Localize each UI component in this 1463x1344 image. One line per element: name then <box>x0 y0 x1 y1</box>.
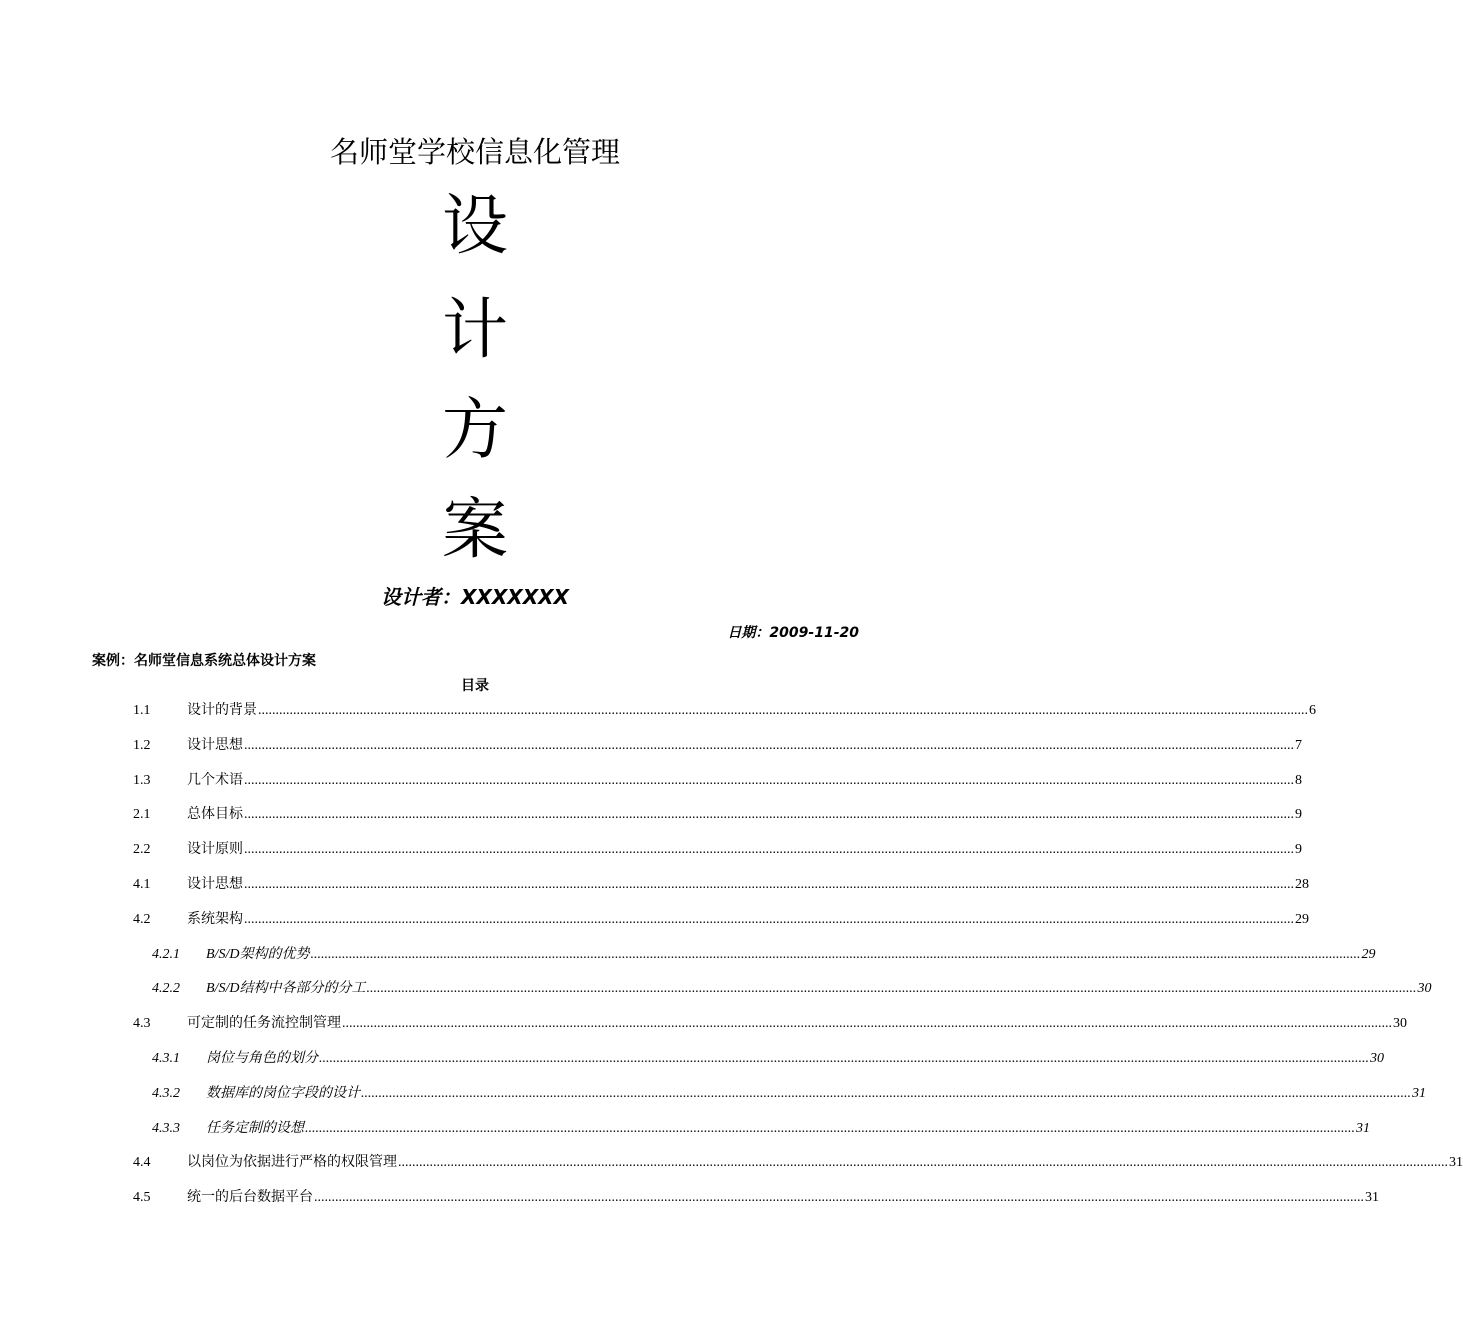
toc-dot-leader: ............................................................................................................................................................................................................................................................................................................ <box>314 1190 1364 1206</box>
toc-entry-label: B/S/D结构中各部分的分工 <box>206 981 366 997</box>
toc-entry-number: 4.2 <box>133 911 151 927</box>
toc-dot-leader: ............................................................................................................................................................................................................................................................................................................ <box>319 1051 1369 1066</box>
toc-entry[interactable] <box>133 732 1302 760</box>
toc-entry[interactable] <box>152 1115 1370 1143</box>
toc-entry-label: 设计思想 <box>187 877 243 892</box>
toc-entry[interactable] <box>133 1149 1463 1177</box>
toc-entry-page: 30 <box>1417 981 1432 997</box>
toc-entry-label: B/S/D架构的优势 <box>206 946 310 962</box>
toc-entry-label: 设计的背景 <box>187 703 257 718</box>
toc-entry[interactable] <box>152 941 1376 969</box>
toc-entry-label: 以岗位为依据进行严格的权限管理 <box>187 1155 397 1171</box>
toc-entry[interactable] <box>133 836 1302 864</box>
toc-entry-page: 30 <box>1393 1016 1407 1032</box>
toc-entry-label: 岗位与角色的划分 <box>206 1051 318 1066</box>
toc-dot-leader: ............................................................................................................................................................................................................................................................................................................ <box>398 1155 1448 1171</box>
toc-entry-page: 31 <box>1365 1190 1379 1206</box>
cover-title-char-3: 方 <box>442 391 508 468</box>
toc-entry-label: 系统架构 <box>187 911 243 927</box>
toc-entry-page: 9 <box>1295 807 1302 823</box>
toc-entry-number: 4.1 <box>133 877 151 892</box>
toc-entry-number: 4.3.3 <box>152 1120 180 1136</box>
toc-entry-number: 4.3.1 <box>152 1051 180 1066</box>
toc-entry[interactable] <box>133 801 1302 829</box>
toc-entry-page: 7 <box>1295 737 1302 753</box>
toc-dot-leader: ............................................................................................................................................................................................................................................................................................................ <box>342 1016 1392 1032</box>
toc-dot-leader: ............................................................................................................................................................................................................................................................................................................ <box>244 737 1294 753</box>
toc-entry-number: 1.3 <box>133 772 151 788</box>
toc-entry-page: 28 <box>1295 877 1309 892</box>
toc-dot-leader: ............................................................................................................................................................................................................................................................................................................ <box>244 842 1294 858</box>
toc-entry-number: 4.2.2 <box>152 981 180 997</box>
toc-entry[interactable] <box>152 975 1432 1003</box>
toc-entry-number: 1.1 <box>133 703 151 718</box>
toc-dot-leader: ............................................................................................................................................................................................................................................................................................................ <box>244 807 1294 823</box>
toc-entry-number: 4.3.2 <box>152 1085 180 1101</box>
cover-title-char-4: 案 <box>442 491 508 568</box>
toc-entry[interactable] <box>133 1184 1379 1212</box>
toc-entry-page: 29 <box>1295 911 1309 927</box>
toc-entry-page: 31 <box>1412 1085 1426 1101</box>
toc-entry[interactable] <box>133 767 1302 795</box>
toc-entry-label: 设计思想 <box>187 737 243 753</box>
toc-dot-leader: ............................................................................................................................................................................................................................................................................................................ <box>305 1120 1355 1136</box>
toc-entry[interactable] <box>133 1010 1407 1038</box>
toc-entry-label: 统一的后台数据平台 <box>187 1190 313 1206</box>
case-title: 案例：名师堂信息系统总体设计方案 <box>92 653 316 669</box>
toc-dot-leader: ............................................................................................................................................................................................................................................................................................................ <box>366 981 1417 997</box>
toc-entry-page: 9 <box>1295 842 1302 858</box>
toc-dot-leader: ............................................................................................................................................................................................................................................................................................................ <box>244 877 1294 892</box>
toc-entry-label: 总体目标 <box>187 807 243 823</box>
toc-entry-number: 2.1 <box>133 807 151 823</box>
toc-entry-number: 4.5 <box>133 1190 151 1206</box>
toc-entry-label: 任务定制的设想 <box>206 1120 304 1136</box>
toc-entry-number: 2.2 <box>133 842 151 858</box>
cover-designer: 设计者：XXXXXXX <box>381 585 569 609</box>
toc-entry-number: 4.2.1 <box>152 946 180 962</box>
toc-entry-label: 设计原则 <box>187 842 243 858</box>
toc-dot-leader: ............................................................................................................................................................................................................................................................................................................ <box>244 911 1294 927</box>
toc-entry-page: 31 <box>1356 1120 1370 1136</box>
toc-entry-number: 4.3 <box>133 1016 151 1032</box>
toc-dot-leader: ............................................................................................................................................................................................................................................................................................................ <box>310 946 1361 962</box>
toc-entry[interactable] <box>133 906 1309 934</box>
toc-entry[interactable] <box>133 871 1309 899</box>
toc-entry[interactable] <box>152 1080 1426 1108</box>
cover-subtitle: 名师堂学校信息化管理 <box>329 135 620 169</box>
toc-entry-page: 30 <box>1370 1051 1384 1066</box>
toc-entry-label: 几个术语 <box>187 772 243 788</box>
toc-entry[interactable] <box>152 1045 1384 1073</box>
toc-entry-page: 29 <box>1361 946 1376 962</box>
cover-date: 日期：2009-11-20 <box>727 625 859 641</box>
toc-entry-label: 可定制的任务流控制管理 <box>187 1016 341 1032</box>
toc-entry-page: 8 <box>1295 772 1302 788</box>
toc-entry-number: 1.2 <box>133 737 151 753</box>
toc-dot-leader: ............................................................................................................................................................................................................................................................................................................ <box>361 1085 1411 1101</box>
toc-title: 目录 <box>461 678 489 694</box>
toc-entry-page: 31 <box>1449 1155 1463 1171</box>
toc-entry-page: 6 <box>1309 703 1316 718</box>
cover-title-char-2: 计 <box>442 291 508 368</box>
cover-title-char-1: 设 <box>442 187 508 264</box>
toc-entry-label: 数据库的岗位字段的设计 <box>206 1085 360 1101</box>
toc-entry-number: 4.4 <box>133 1155 151 1171</box>
toc-dot-leader: ............................................................................................................................................................................................................................................................................................................ <box>258 703 1308 718</box>
toc-entry[interactable] <box>133 697 1316 725</box>
toc-dot-leader: ............................................................................................................................................................................................................................................................................................................ <box>244 772 1294 788</box>
